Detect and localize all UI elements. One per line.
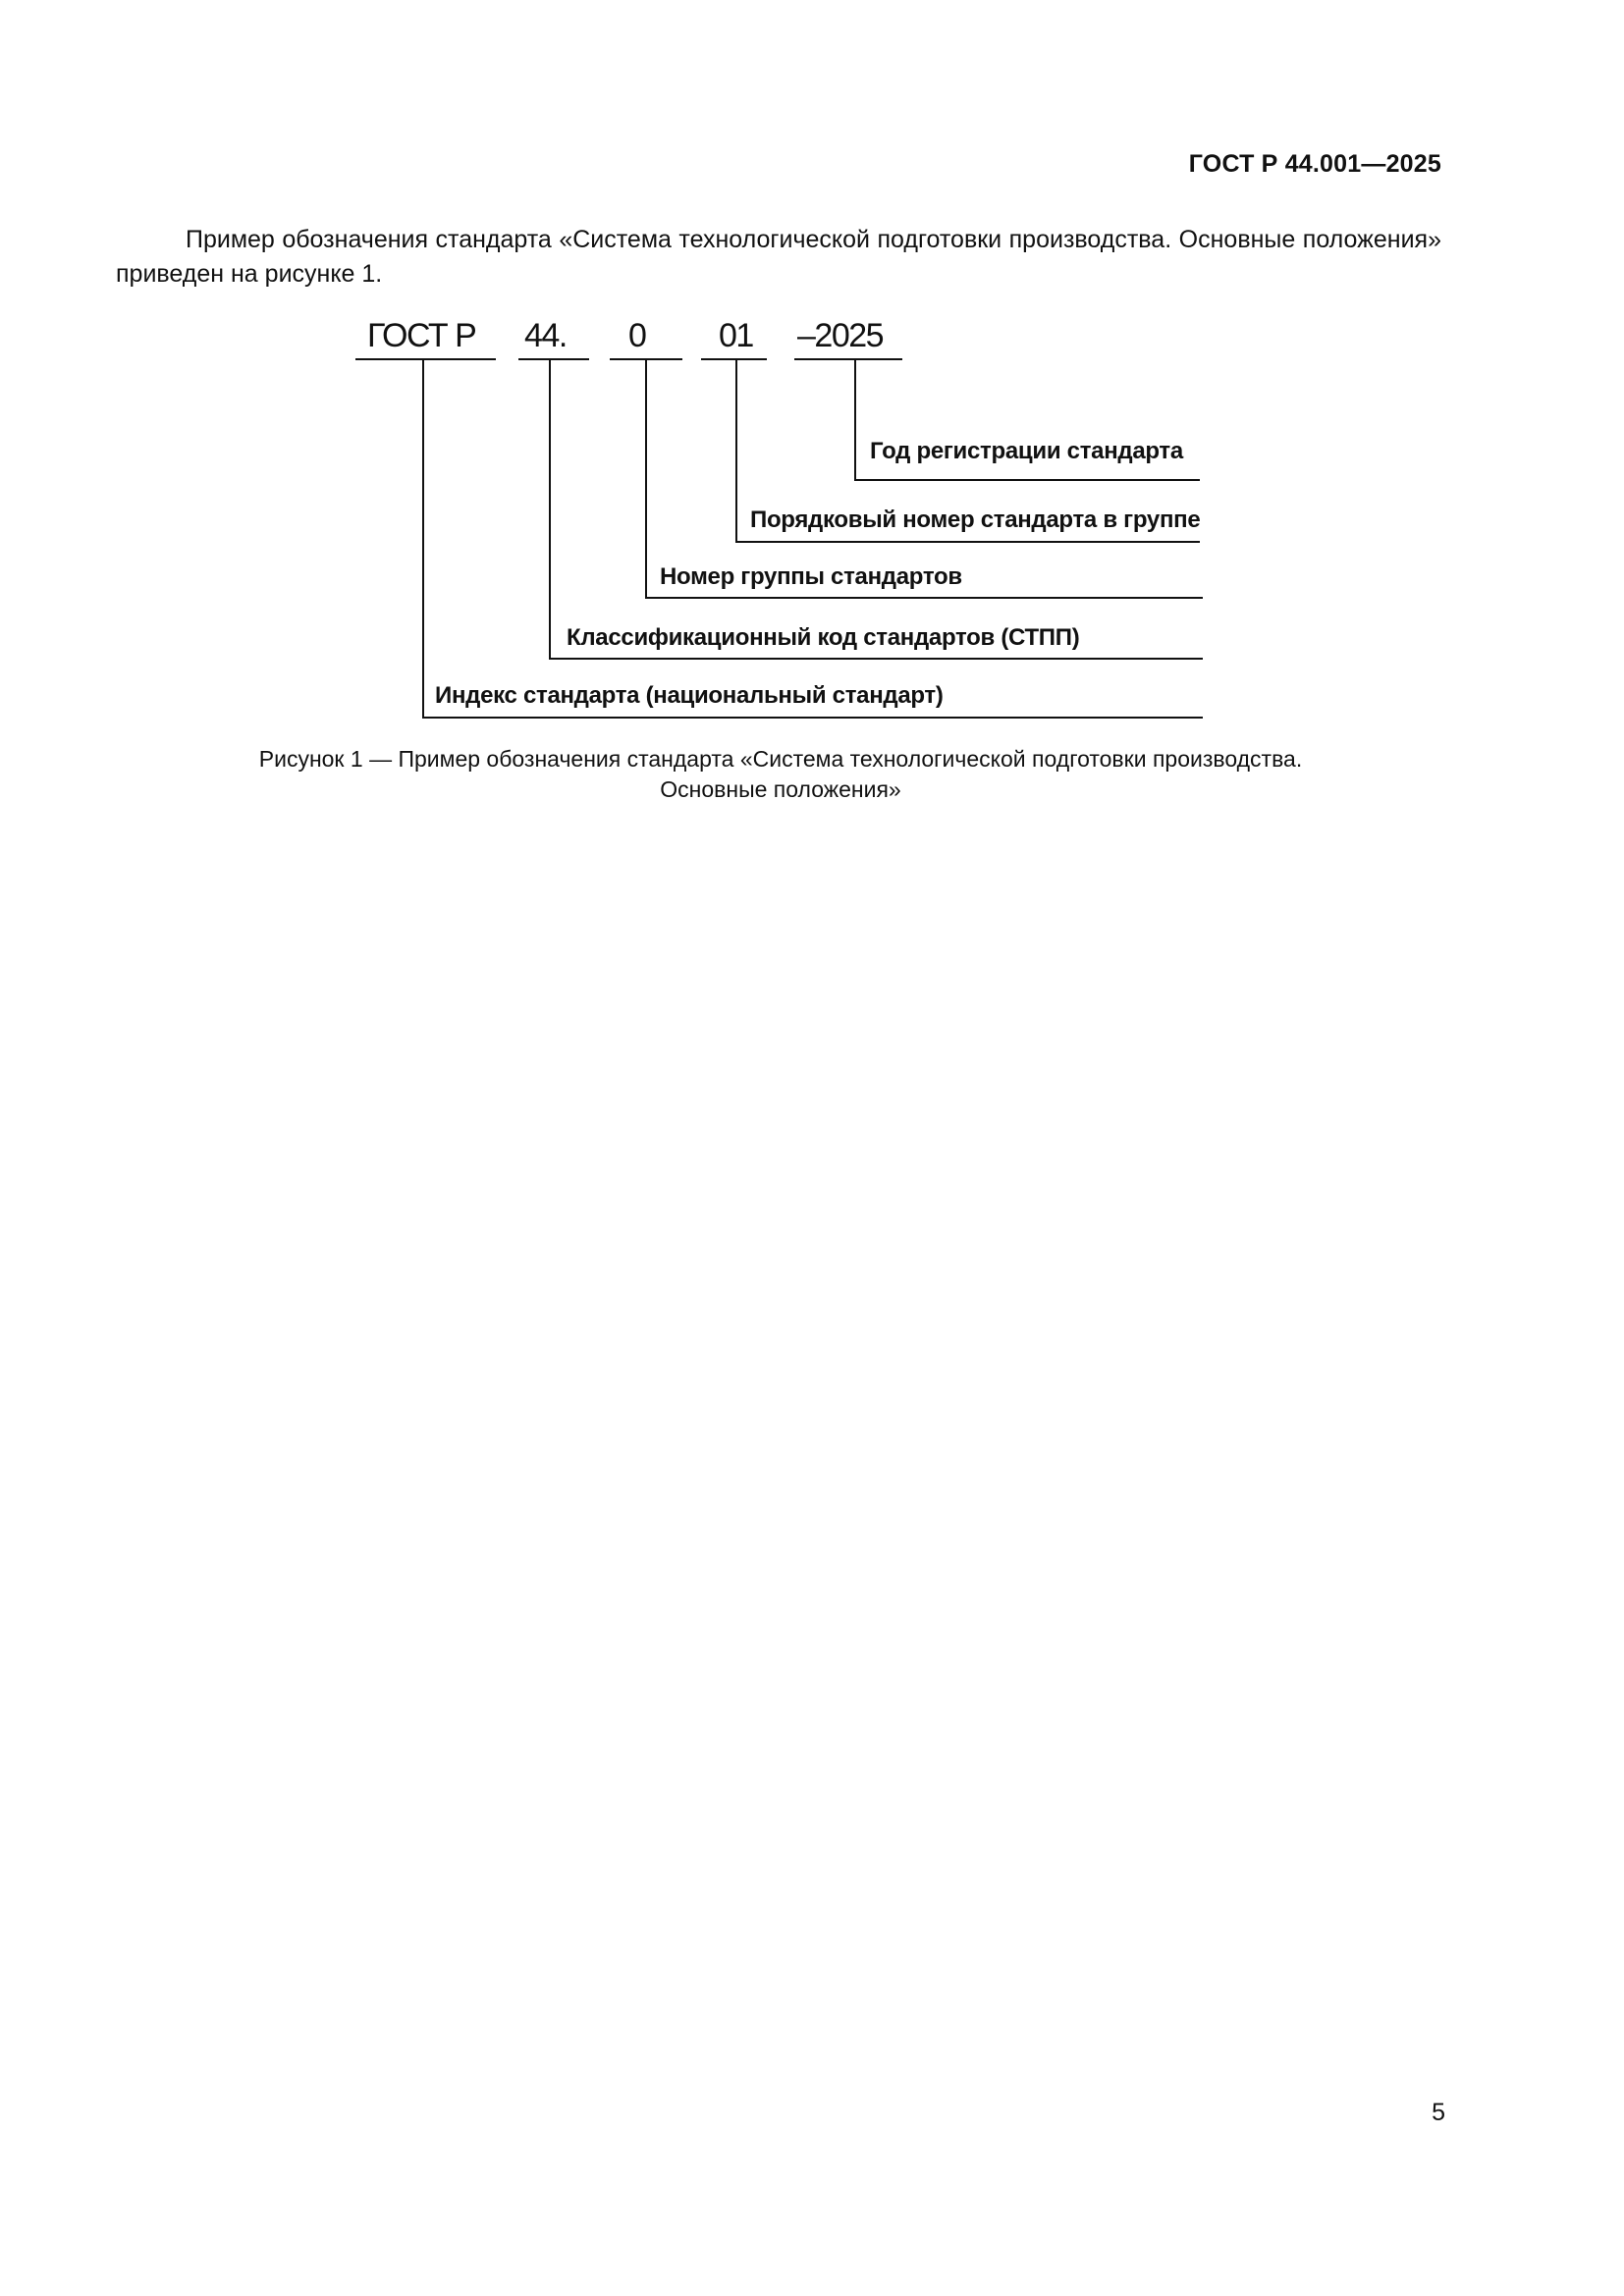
figure-caption xyxy=(177,744,1384,805)
label-line-group xyxy=(645,597,1203,599)
label-group: Номер группы стандартов xyxy=(660,563,962,590)
code-part-index: ГОСТ Р xyxy=(367,317,476,354)
label-line-number xyxy=(735,541,1200,543)
label-line-classification xyxy=(549,658,1203,660)
intro-paragraph: Пример обозначения стандарта «Система технологической подготовки производства. Основные положения» приведен на рисунке 1. xyxy=(116,226,1441,288)
leader-index xyxy=(422,358,424,719)
code-part-group: 0 xyxy=(628,317,646,354)
leader-number xyxy=(735,358,737,543)
code-part-classification: 44. xyxy=(524,317,567,354)
leader-group xyxy=(645,358,647,599)
label-year: Год регистрации стандарта xyxy=(870,438,1183,464)
code-part-number: 01 xyxy=(719,317,753,354)
designation-diagram xyxy=(0,0,1624,746)
label-classification: Классификационный код стандартов (СТПП) xyxy=(567,624,1080,651)
code-part-year: –2025 xyxy=(797,317,884,354)
label-number: Порядковый номер стандарта в группе xyxy=(750,507,1201,533)
figure-caption-line-1: Рисунок 1 — Пример обозначения стандарта «Система технологической подготовки производства. xyxy=(258,746,1303,772)
label-line-index xyxy=(422,717,1203,719)
page-number: 5 xyxy=(1432,2099,1445,2126)
document-code-header: ГОСТ Р 44.001—2025 xyxy=(1188,150,1441,178)
underline-classification xyxy=(518,358,589,360)
underline-index xyxy=(355,358,496,360)
underline-year xyxy=(794,358,902,360)
label-index: Индекс стандарта (национальный стандарт) xyxy=(435,682,944,709)
label-line-year xyxy=(854,479,1200,481)
figure-caption-line-2: Основные положения» xyxy=(660,776,901,802)
underline-number xyxy=(701,358,767,360)
leader-year xyxy=(854,358,856,481)
leader-classification xyxy=(549,358,551,660)
